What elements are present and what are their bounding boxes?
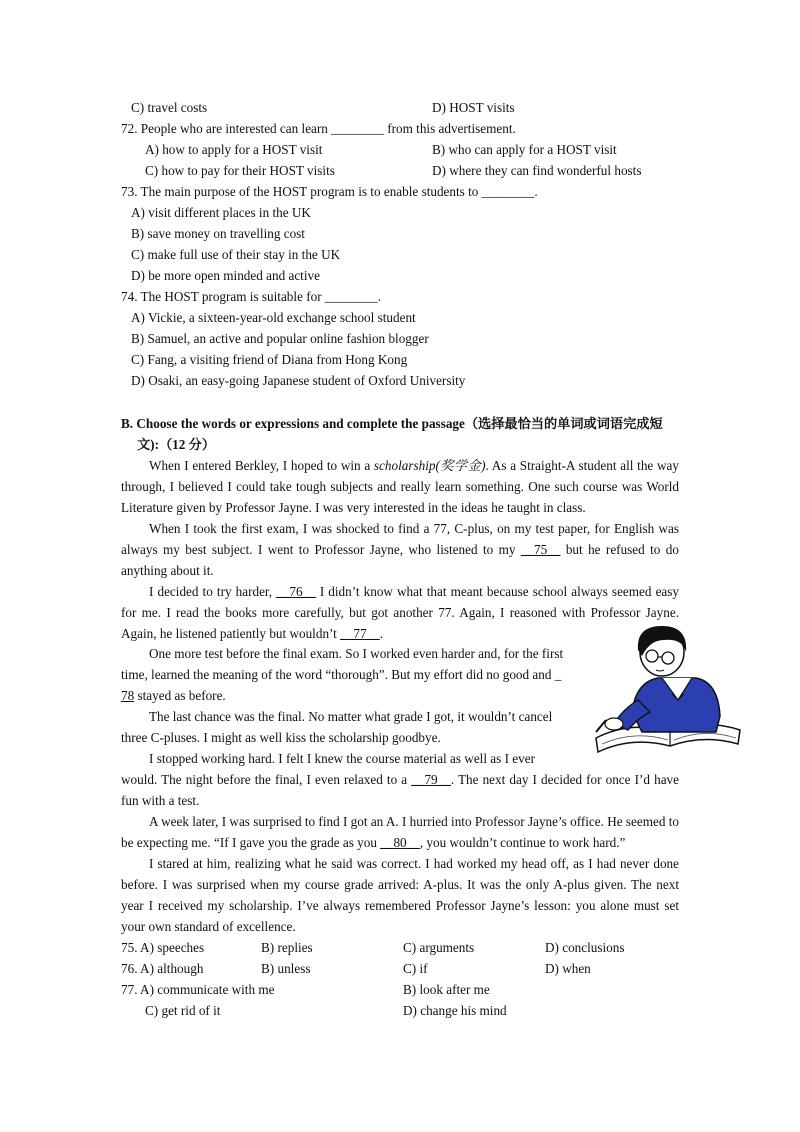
q73-option-c: C) make full use of their stay in the UK (131, 247, 341, 262)
p2-text-a: When I took the first exam, I was shocked to find a 77, C-plus, on my test paper, for English was always my best subject. I went to Professor Jayne, who listened to my (121, 521, 679, 557)
q76-option-d: D) when (545, 961, 591, 976)
section-b-heading-cont: 文):（12 分） (137, 437, 216, 452)
q75-option-b: B) replies (261, 940, 313, 955)
blank-76: __76__ (276, 584, 316, 599)
paragraph-2 (121, 518, 679, 581)
q74-option-b: B) Samuel, an active and popular online fashion blogger (131, 331, 429, 346)
paragraph-7 (121, 811, 679, 853)
q75-option-d: D) conclusions (545, 940, 625, 955)
q76-option-b: B) unless (261, 961, 311, 976)
p4-line3 (121, 688, 226, 704)
q73-option-b: B) save money on travelling cost (131, 226, 305, 241)
p4-line2: time, learned the meaning of the word “thorough”. But my effort did no good and _ (121, 667, 562, 682)
blank-75: __75__ (520, 542, 561, 557)
p1-italic-word: scholarship(奖学金) (373, 458, 486, 473)
q76-option-c: C) if (403, 961, 428, 976)
q74-stem: 74. The HOST program is suitable for ________. (121, 289, 381, 304)
q77-option-a: 77. A) communicate with me (121, 982, 275, 997)
paragraph-8: I stared at him, realizing what he said was correct. I had worked my head off, as I had never done before. I was surprised when my course grade arrived: A-plus. It was the only A-plus given. The next year I received my scholarship. I’ve always remembered Professor Jayne’s lesson: you alone must set your own standard of excellence. (121, 856, 679, 934)
q72-option-a: A) how to apply for a HOST visit (145, 142, 323, 157)
student-writing-illustration (592, 620, 742, 758)
q73-stem: 73. The main purpose of the HOST program is to enable students to ________. (121, 184, 538, 199)
q74-option-d: D) Osaki, an easy-going Japanese student of Oxford University (131, 373, 466, 388)
q76-option-a: 76. A) although (121, 961, 204, 976)
q77-option-d: D) change his mind (403, 1003, 507, 1018)
p6-line1: I stopped working hard. I felt I knew the course material as well as I ever (149, 751, 535, 766)
q73-option-d: D) be more open minded and active (131, 268, 320, 283)
p3-text-a: I decided to try harder, (149, 584, 277, 599)
passage-top (121, 455, 679, 644)
paragraph-6-cont (121, 769, 679, 811)
q73-option-a: A) visit different places in the UK (131, 205, 311, 220)
p2-text-b: but he refused to do anything about it. (121, 542, 679, 578)
section-b-heading: B. Choose the words or expressions and complete the passage（选择最恰当的单词或词语完成短 (121, 416, 663, 431)
p3-text-b: I didn’t know what that meant because school always seemed easy for me. I read the books more carefully, but got another 77. Again, I reasoned with Professor Jayne. Again, he listened patiently but wouldn’t (121, 584, 679, 641)
p1-text-b: . As a Straight-A student all the way through, I believed I could take tough subjects and really learn something. One such course was World Literature given by Professor Jayne. I was very interested in the ideas he taught in class. (121, 458, 679, 515)
passage-bottom (121, 769, 679, 937)
q71-option-c: C) travel costs (131, 100, 208, 115)
p7-text-a: A week later, I was surprised to find I got an A. I hurried into Professor Jayne’s office. He seemed to be expecting me. “If I gave you the grade as you (121, 814, 679, 850)
p1-text-a: When I entered Berkley, I hoped to win a (149, 458, 374, 473)
p3-text-c: . (379, 626, 384, 641)
q72-option-d: D) where they can find wonderful hosts (432, 163, 642, 178)
p6-text-a: would. The night before the final, I even relaxed to a (121, 772, 412, 787)
p7-text-b: , you wouldn’t continue to work hard.” (419, 835, 626, 850)
q72-stem: 72. People who are interested can learn ________ from this advertisement. (121, 121, 516, 136)
p6-text-b: . The next day I decided for once I’d have fun with a test. (121, 772, 679, 808)
q77-option-b: B) look after me (403, 982, 490, 997)
p4-line3-text: stayed as before. (134, 688, 226, 703)
p5-line2: three C-pluses. I might as well kiss the scholarship goodbye. (121, 730, 441, 745)
q74-option-c: C) Fang, a visiting friend of Diana from Hong Kong (131, 352, 408, 367)
q74-option-a: A) Vickie, a sixteen-year-old exchange school student (131, 310, 416, 325)
q75-option-a: 75. A) speeches (121, 940, 205, 955)
paragraph-1 (121, 455, 679, 518)
q72-option-b: B) who can apply for a HOST visit (432, 142, 617, 157)
q77-option-c: C) get rid of it (145, 1003, 221, 1018)
blank-79: __79__ (411, 772, 451, 787)
p4-line1: One more test before the final exam. So I worked even harder and, for the first (149, 646, 564, 661)
blank-77: __77__ (340, 626, 380, 641)
blank-78: 78 (121, 688, 135, 703)
p5-line1: The last chance was the final. No matter what grade I got, it wouldn’t cancel (149, 709, 553, 724)
q71-option-d: D) HOST visits (432, 100, 515, 115)
blank-80: __80__ (380, 835, 420, 850)
q72-option-c: C) how to pay for their HOST visits (145, 163, 335, 178)
q75-option-c: C) arguments (403, 940, 475, 955)
